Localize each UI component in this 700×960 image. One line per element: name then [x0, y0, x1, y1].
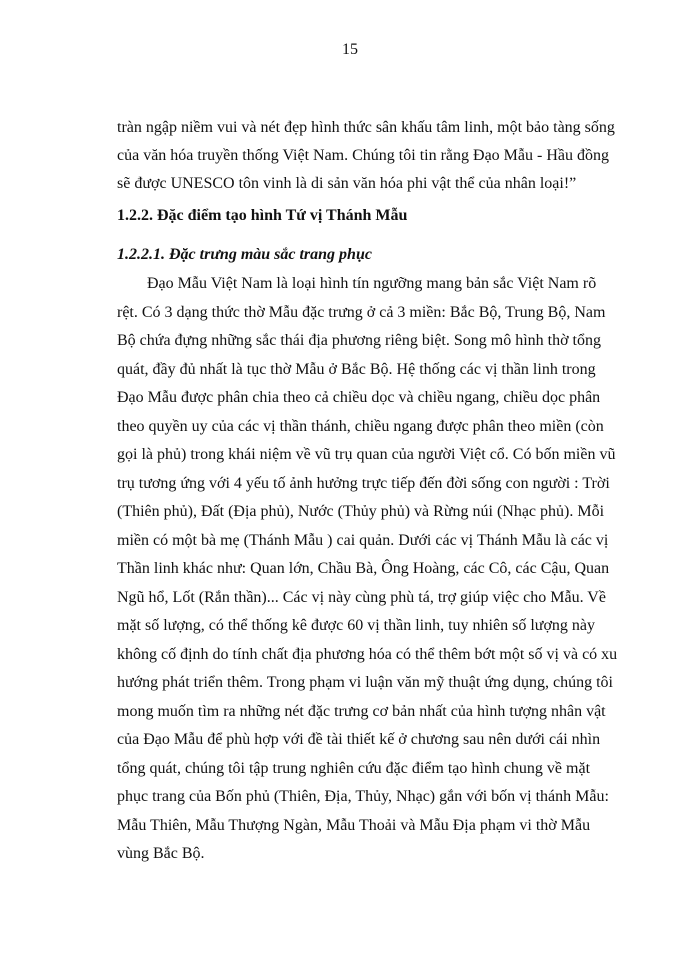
text-line: Đạo Mẫu được phân chia theo cả chiều dọc và chiều ngang, chiều dọc phân: [117, 389, 601, 406]
intro-paragraph: [117, 114, 635, 198]
text-line: (Thiên phủ), Đất (Địa phủ), Nước (Thủy phủ) và Rừng núi (Nhạc phủ). Mỗi: [117, 503, 605, 520]
text-line: của văn hóa truyền thống Việt Nam. Chúng tôi tin rằng Đạo Mẫu - Hầu đồng: [117, 147, 609, 164]
text-line: trụ tương ứng với 4 yếu tố ảnh hưởng trực tiếp đến đời sống con người : Trời: [117, 474, 610, 492]
text-line: Ngũ hổ, Lốt (Rắn thần)... Các vị này cùng phù tá, trợ giúp việc cho Mẫu. Về: [117, 588, 606, 606]
text-line: miền có một bà mẹ (Thánh Mẫu ) cai quản. Dưới các vị Thánh Mẫu là các vị: [117, 531, 609, 549]
text-line: tràn ngập niềm vui và nét đẹp hình thức sân khấu tâm linh, một bảo tàng sống: [117, 119, 615, 136]
page-number: 15: [342, 41, 358, 58]
subsection-heading: 1.2.2.1. Đặc trưng màu sắc trang phục: [117, 246, 372, 263]
text-line: tổng quát, chúng tôi tập trung nghiên cứu đặc điểm tạo hình chung về mặt: [117, 759, 591, 777]
text-line: sẽ được UNESCO tôn vinh là di sản văn hóa phi vật thể của nhân loại!”: [117, 175, 577, 192]
text-line: Bộ chứa đựng những sắc thái địa phương riêng biệt. Song mô hình thờ tổng: [117, 332, 601, 349]
text-line: quát, đầy đủ nhất là tục thờ Mẫu ở Bắc Bộ. Hệ thống các vị thần linh trong: [117, 360, 596, 378]
text-line: vùng Bắc Bộ.: [117, 845, 205, 862]
body-paragraph: [117, 270, 635, 869]
text-line: mặt số lượng, có thể thống kê được 60 vị thần linh, tuy nhiên số lượng này: [117, 617, 596, 634]
text-line: rệt. Có 3 dạng thức thờ Mẫu đặc trưng ở cả 3 miền: Bắc Bộ, Trung Bộ, Nam: [117, 303, 606, 321]
text-line: theo quyền uy của các vị thần thánh, chiều ngang được phân theo miền (còn: [117, 417, 604, 435]
text-line: Mẫu Thiên, Mẫu Thượng Ngàn, Mẫu Thoải và Mẫu Địa phạm vi thờ Mẫu: [117, 816, 591, 834]
text-line: Đạo Mẫu Việt Nam là loại hình tín ngưỡng mang bản sắc Việt Nam rõ: [147, 275, 597, 292]
text-line: gọi là phủ) trong khái niệm về vũ trụ quan của người Việt cổ. Có bốn miền vũ: [117, 446, 616, 463]
text-line: không cố định do tính chất địa phương hóa có thể thêm bớt một số vị và có xu: [117, 645, 618, 663]
section-heading: 1.2.2. Đặc điểm tạo hình Tứ vị Thánh Mẫu: [117, 207, 408, 224]
text-line: phục trang của Bốn phủ (Thiên, Địa, Thủy, Nhạc) gắn với bốn vị thánh Mẫu:: [117, 788, 609, 805]
text-line: của Đạo Mẫu để phù hợp với đề tài thiết kế ở chương sau nên dưới cái nhìn: [117, 731, 601, 748]
text-line: mong muốn tìm ra những nét đặc trưng cơ bản nhất của hình tượng nhân vật: [117, 702, 606, 720]
text-line: hướng phát triển thêm. Trong phạm vi luận văn mỹ thuật ứng dụng, chúng tôi: [117, 674, 613, 691]
text-line: Thần linh khác như: Quan lớn, Chầu Bà, Ông Hoàng, các Cô, các Cậu, Quan: [117, 560, 610, 577]
